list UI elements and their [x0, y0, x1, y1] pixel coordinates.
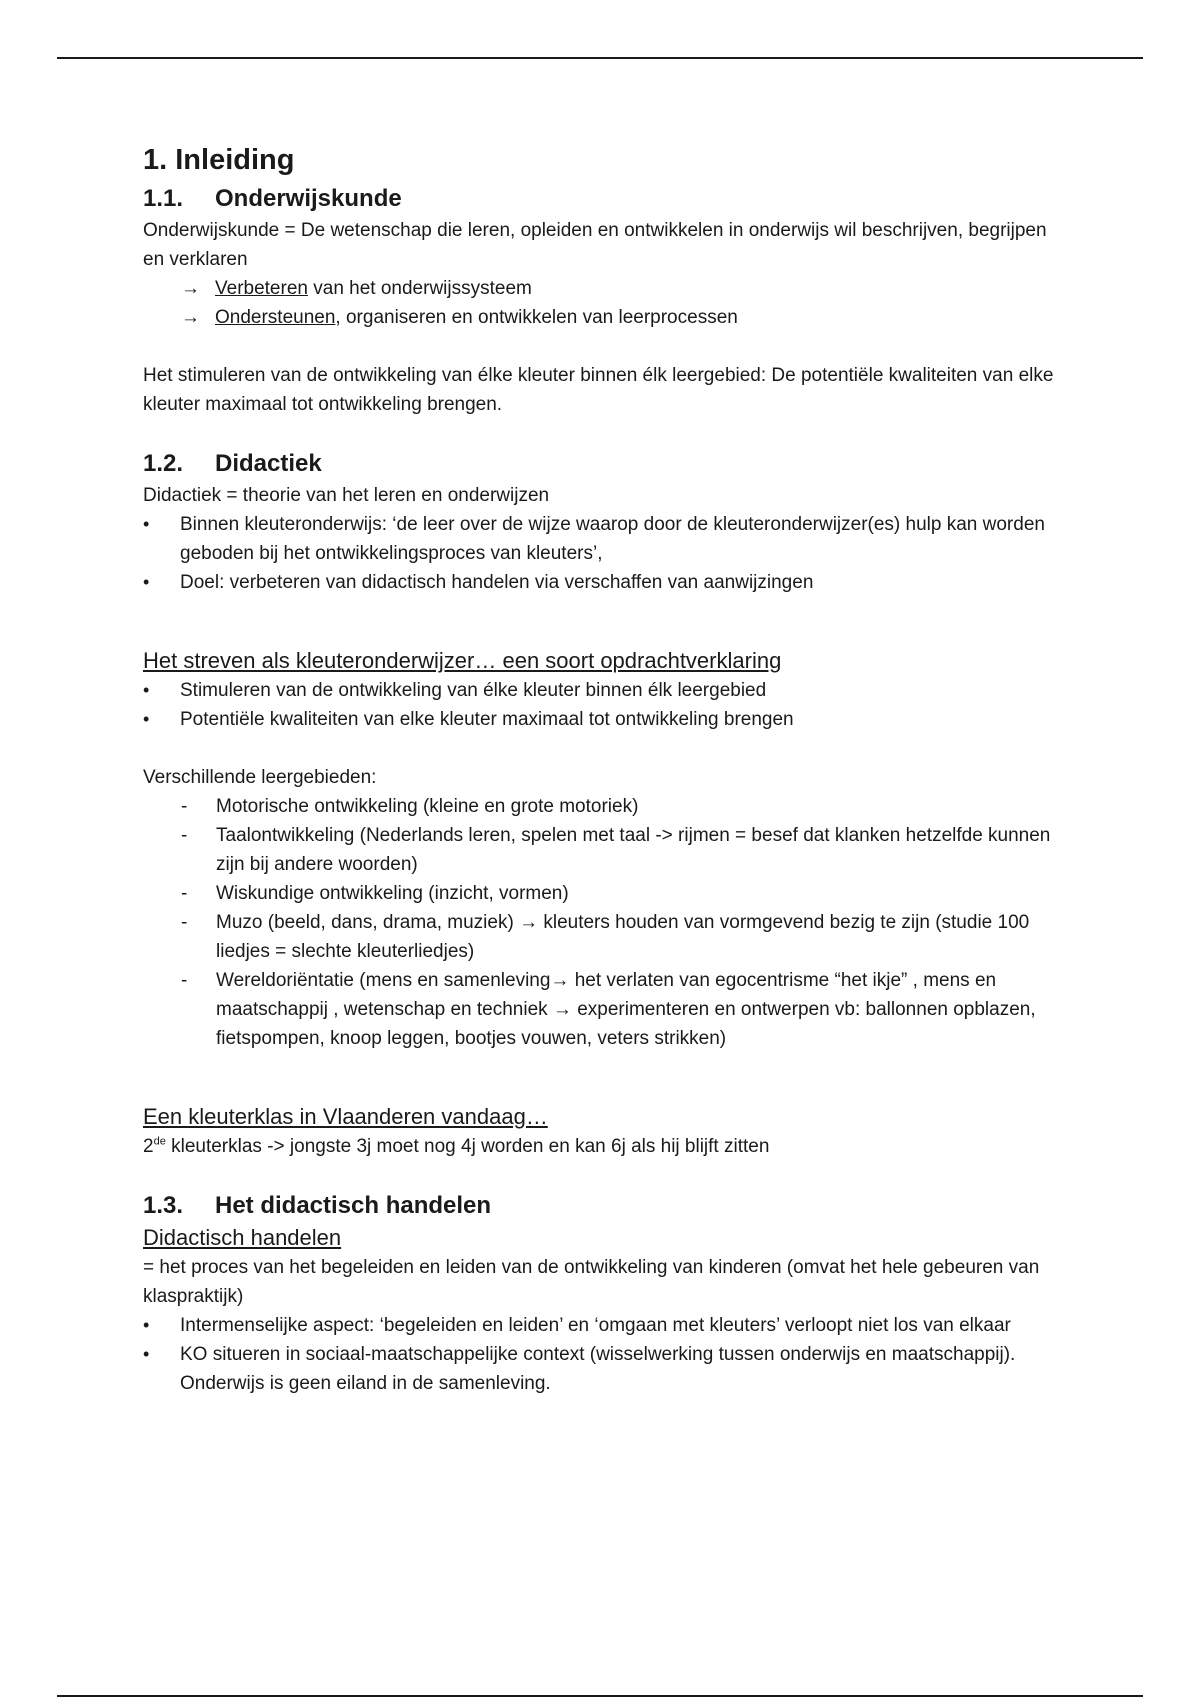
item-text: Binnen kleuteronderwijs: ‘de leer over de wijze waarop door de kleuteronderwijzer(es) hulp kan worden geboden bij het ontwikkelingsproces van kleuters’,	[180, 514, 1045, 564]
item-text: Doel: verbeteren van didactisch handelen via verschaffen van aanwijzingen	[180, 572, 814, 593]
bullet-icon: •	[143, 514, 150, 534]
list-item	[143, 966, 1063, 1053]
footer-rule	[57, 1695, 1143, 1697]
item-text: Muzo (beeld, dans, drama, muziek) → kleuters houden van vormgevend bezig te zijn (studie 100 liedjes = slechte kleuterliedjes)	[216, 912, 1030, 962]
areas-intro: Verschillende leergebieden:	[143, 767, 377, 788]
item-text: KO situeren in sociaal-maatschappelijke context (wisselwerking tussen onderwijs en maatschappij).	[180, 1344, 1016, 1365]
arrow-icon: →	[181, 278, 200, 299]
bullet-icon: •	[143, 709, 150, 729]
list-item	[143, 908, 1063, 966]
list-item	[143, 821, 1063, 879]
underlined-term: Verbeteren	[215, 278, 308, 299]
dash-icon: -	[181, 883, 188, 904]
list-item	[143, 676, 1063, 705]
mission-heading: Het streven als kleuteronderwijzer… een soort opdrachtverklaring	[143, 648, 782, 673]
list-item	[143, 879, 1063, 908]
bullet-icon: •	[143, 572, 150, 592]
header-rule	[57, 57, 1143, 59]
chapter-title: 1. Inleiding	[143, 144, 295, 176]
section-heading-1-1	[143, 182, 1063, 216]
list-item	[143, 792, 1063, 821]
dash-icon: -	[181, 912, 188, 933]
list-item	[143, 303, 1063, 332]
arrow-icon: →	[181, 307, 200, 328]
definition-onderwijskunde: Onderwijskunde = De wetenschap die leren, opleiden en ontwikkelen in onderwijs wil beschrijven, begrijpen en verklaren	[143, 220, 1047, 270]
definition-didactisch-handelen: = het proces van het begeleiden en leiden van de ontwikkeling van kinderen (omvat het hele gebeuren van klaspraktijk)	[143, 1257, 1040, 1307]
didactisch-heading: Didactisch handelen	[143, 1225, 342, 1250]
ordinal-suffix: de	[153, 1135, 166, 1148]
document-body	[143, 142, 1063, 1398]
section-title: Onderwijskunde	[215, 185, 402, 212]
dash-icon: -	[181, 970, 188, 991]
arrow-list	[143, 274, 1063, 332]
list-item	[143, 568, 1063, 597]
section-number: 1.2.	[143, 450, 184, 477]
item-text: Motorische ontwikkeling (kleine en grote motoriek)	[216, 796, 639, 817]
list-item	[143, 1311, 1063, 1340]
list-item	[143, 705, 1063, 734]
list-item	[143, 510, 1063, 568]
definition-didactiek: Didactiek = theorie van het leren en onderwijzen	[143, 485, 550, 506]
bullet-icon: •	[143, 680, 150, 700]
dash-icon: -	[181, 825, 188, 846]
bullet-list	[143, 1311, 1063, 1398]
section-title: Didactiek	[215, 450, 322, 477]
underlined-term: Ondersteunen	[215, 307, 336, 328]
dash-list	[143, 792, 1063, 1053]
class-heading: Een kleuterklas in Vlaanderen vandaag…	[143, 1104, 548, 1129]
paragraph: Het stimuleren van de ontwikkeling van élke kleuter binnen élk leergebied: De potentiële kwaliteiten van elke kleuter maximaal tot ontwikkeling brengen.	[143, 365, 1054, 415]
item-continuation: Onderwijs is geen eiland in de samenleving.	[180, 1373, 551, 1394]
item-text: Taalontwikkeling (Nederlands leren, spelen met taal -> rijmen = besef dat klanken hetzelfde kunnen zijn bij andere woorden)	[216, 825, 1051, 875]
bullet-list	[143, 510, 1063, 597]
item-text: van het onderwijssysteem	[307, 278, 532, 299]
dash-icon: -	[181, 796, 188, 817]
item-text: Intermenselijke aspect: ‘begeleiden en leiden’ en ‘omgaan met kleuters’ verloopt niet los van elkaar	[180, 1315, 1011, 1336]
list-item	[143, 1340, 1063, 1398]
item-text: , organiseren en ontwikkelen van leerprocessen	[335, 307, 738, 328]
item-text: Stimuleren van de ontwikkeling van élke kleuter binnen élk leergebied	[180, 680, 767, 701]
bullet-icon: •	[143, 1315, 150, 1335]
bullet-icon: •	[143, 1344, 150, 1364]
class-number: 2	[143, 1136, 154, 1157]
section-number: 1.1.	[143, 185, 184, 212]
section-heading-1-3	[143, 1189, 1063, 1223]
class-line	[143, 1132, 1063, 1161]
section-title: Het didactisch handelen	[215, 1192, 492, 1219]
item-text: Wiskundige ontwikkeling (inzicht, vormen)	[216, 883, 569, 904]
item-text: Potentiële kwaliteiten van elke kleuter maximaal tot ontwikkeling brengen	[180, 709, 794, 730]
class-line-text: kleuterklas -> jongste 3j moet nog 4j worden en kan 6j als hij blijft zitten	[165, 1136, 770, 1157]
bullet-list	[143, 676, 1063, 734]
section-heading-1-2	[143, 447, 1063, 481]
section-number: 1.3.	[143, 1192, 184, 1219]
item-text: Wereldoriëntatie (mens en samenleving→ het verlaten van egocentrisme “het ikje” , mens en maatschappij , wetenschap en techniek → experimenteren en ontwerpen vb: ballonnen opblazen, fietspompen, knoop leggen, bootjes vouwen, veters strikken)	[216, 970, 1036, 1049]
list-item	[143, 274, 1063, 303]
